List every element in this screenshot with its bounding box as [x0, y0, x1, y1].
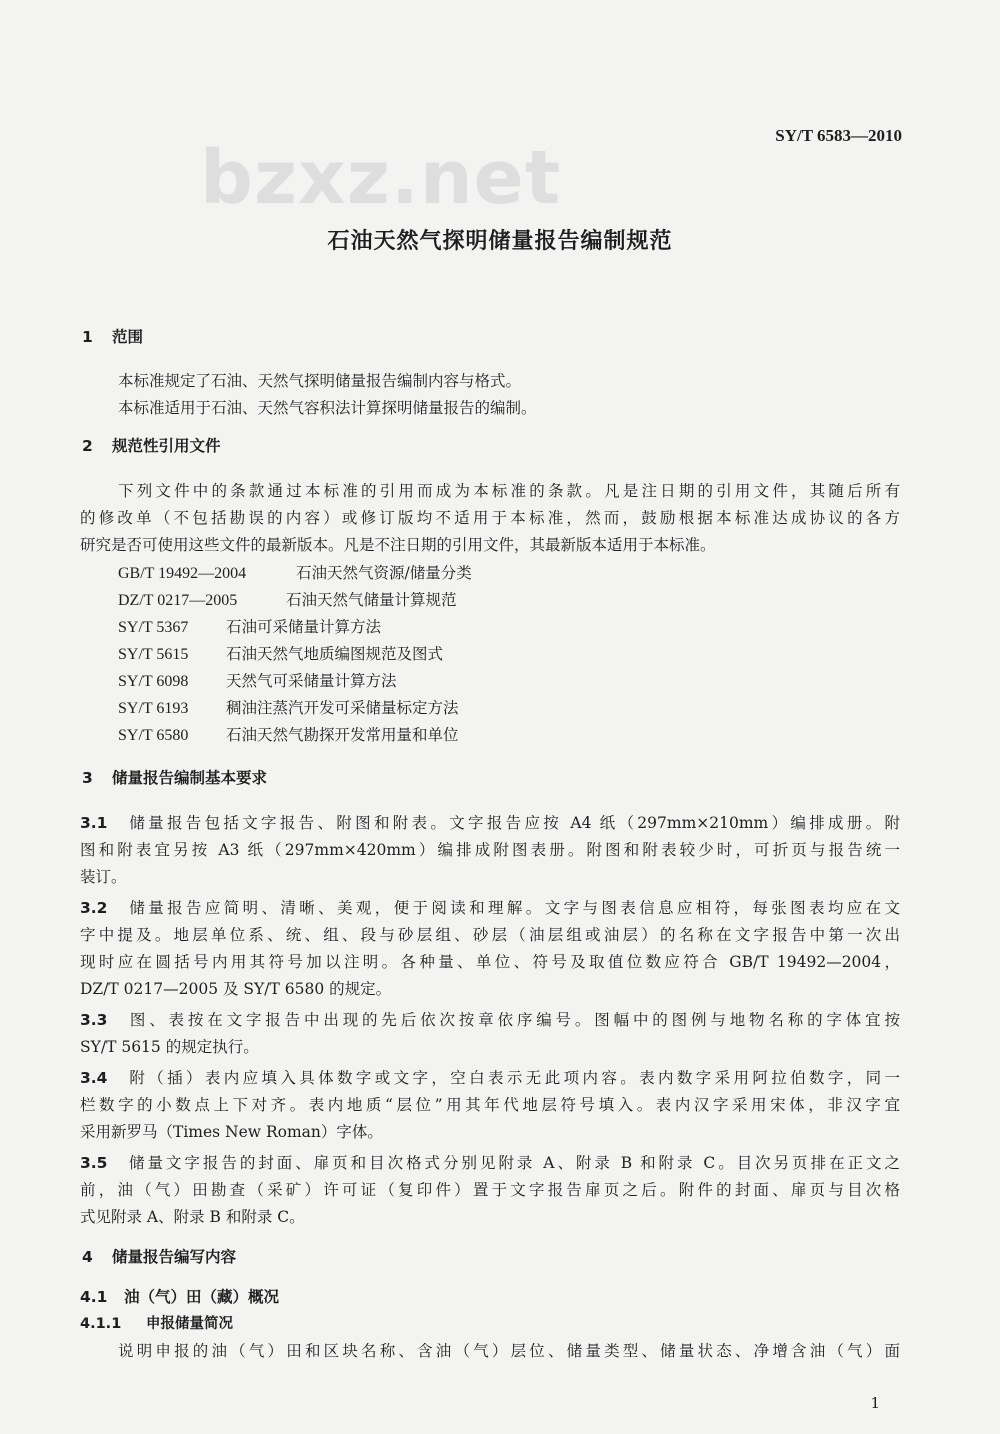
section-1-heading [82, 327, 143, 347]
paragraph-line: 字中提及。地层单位系、统、组、段与砂层组、砂层（油层组或油层）的名称在文字报告中第一次出 [80, 926, 900, 944]
paragraph-line: 研究是否可使用这些文件的最新版本。凡是不注日期的引用文件，其最新版本适用于本标准。 [80, 536, 716, 554]
reference-code: SY/T 6193 [118, 700, 189, 717]
subsection-title: 油（气）田（藏）概况 [124, 1288, 280, 1306]
reference-item [118, 617, 381, 638]
paragraph-line: 的修改单（不包括勘误的内容）或修订版均不适用于本标准，然而，鼓励根据本标准达成协议的各方 [80, 509, 900, 527]
reference-item [118, 590, 457, 611]
section-title: 范围 [112, 328, 144, 346]
clause-text: 储量文字报告的封面、扉页和目次格式分别见附录 A、附录 B 和附录 C。目次另页排在正文之 [126, 1154, 900, 1172]
paragraph-line: 栏数字的小数点上下对齐。表内地质“层位”用其年代地层符号填入。表内汉字采用宋体，非汉字宜 [80, 1096, 900, 1114]
clause-number: 3.4 [80, 1069, 108, 1087]
reference-name: 石油可采储量计算方法 [226, 618, 382, 636]
paragraph-line: 前，油（气）田勘查（采矿）许可证（复印件）置于文字报告扉页之后。附件的封面、扉页与目次格 [80, 1181, 900, 1199]
reference-code: SY/T 6580 [118, 727, 189, 744]
paragraph-line: 采用新罗马（Times New Roman）字体。 [80, 1123, 383, 1141]
section-title: 规范性引用文件 [112, 437, 221, 455]
standard-number: SY/T 6583—2010 [775, 126, 902, 145]
reference-name: 石油天然气储量计算规范 [286, 591, 457, 609]
clause-3-5-line [80, 1153, 900, 1173]
subsection-number: 4.1 [80, 1288, 108, 1306]
clause-number: 3.1 [80, 814, 108, 832]
subsection-4-1-1-heading [80, 1314, 233, 1334]
paragraph-line: 下列文件中的条款通过本标准的引用而成为本标准的条款。凡是注日期的引用文件，其随后所有 [118, 482, 900, 500]
section-4-heading [82, 1247, 236, 1267]
reference-name: 石油天然气资源/储量分类 [296, 564, 472, 582]
paragraph-line: 图和附表宜另按 A3 纸（297mm×420mm）编排成附图表册。附图和附表较少时，可折页与报告统一 [80, 841, 900, 859]
subsection-4-1-heading [80, 1287, 279, 1307]
clause-3-4-line [80, 1068, 900, 1088]
watermark: bzxz.net [200, 135, 562, 221]
reference-name: 天然气可采储量计算方法 [226, 672, 397, 690]
page-number: 1 [870, 1394, 880, 1412]
reference-item [118, 644, 443, 665]
paragraph-line: SY/T 5615 的规定执行。 [80, 1038, 259, 1056]
clause-number: 3.3 [80, 1011, 108, 1029]
clause-number: 3.5 [80, 1154, 108, 1172]
reference-code: SY/T 6098 [118, 673, 189, 690]
reference-code: GB/T 19492—2004 [118, 565, 247, 582]
reference-item [118, 725, 459, 746]
paragraph: 本标准规定了石油、天然气探明储量报告编制内容与格式。 [118, 372, 522, 390]
clause-text: 储量报告包括文字报告、附图和附表。文字报告应按 A4 纸（297mm×210mm）编排成册。附 [126, 814, 900, 832]
clause-text: 图、表按在文字报告中出现的先后依次按章依序编号。图幅中的图例与地物名称的字体宜按 [126, 1011, 900, 1029]
subsection-number: 4.1.1 [80, 1316, 122, 1332]
clause-number: 3.2 [80, 899, 108, 917]
clause-3-3-line [80, 1010, 900, 1030]
paragraph-line: 说明申报的油（气）田和区块名称、含油（气）层位、储量类型、储量状态、净增含油（气）面 [118, 1342, 900, 1360]
section-title: 储量报告编写内容 [112, 1248, 237, 1266]
section-number: 2 [82, 437, 93, 455]
reference-item [118, 698, 459, 719]
clause-3-1-line [80, 813, 900, 833]
section-title: 储量报告编制基本要求 [112, 769, 268, 787]
section-number: 3 [82, 769, 93, 787]
reference-name: 石油天然气地质编图规范及图式 [226, 645, 444, 663]
paragraph-line: 式见附录 A、附录 B 和附录 C。 [80, 1208, 305, 1226]
clause-text: 储量报告应简明、清晰、美观，便于阅读和理解。文字与图表信息应相符，每张图表均应在文 [126, 899, 900, 917]
reference-item [118, 671, 397, 692]
reference-code: DZ/T 0217—2005 [118, 592, 238, 609]
section-number: 4 [82, 1248, 93, 1266]
paragraph-line: 现时应在圆括号内用其符号加以注明。各种量、单位、符号及取值位数应符合 GB/T 19492—2004， [80, 953, 900, 971]
paragraph-line: 装订。 [80, 868, 127, 886]
paragraph-line: DZ/T 0217—2005 及 SY/T 6580 的规定。 [80, 980, 392, 998]
page-title: 石油天然气探明储量报告编制规范 [327, 229, 673, 254]
reference-name: 稠油注蒸汽开发可采储量标定方法 [226, 699, 459, 717]
subsection-title: 申报储量简况 [146, 1316, 233, 1332]
reference-name: 石油天然气勘探开发常用量和单位 [226, 726, 459, 744]
section-number: 1 [82, 328, 93, 346]
reference-code: SY/T 5367 [118, 619, 189, 636]
reference-code: SY/T 5615 [118, 646, 189, 663]
section-2-heading [82, 436, 221, 456]
section-3-heading [82, 768, 267, 788]
paragraph: 本标准适用于石油、天然气容积法计算探明储量报告的编制。 [118, 399, 537, 417]
clause-3-2-line [80, 898, 900, 918]
clause-text: 附（插）表内应填入具体数字或文字，空白表示无此项内容。表内数字采用阿拉伯数字，同一 [126, 1069, 900, 1087]
reference-item [118, 563, 472, 584]
